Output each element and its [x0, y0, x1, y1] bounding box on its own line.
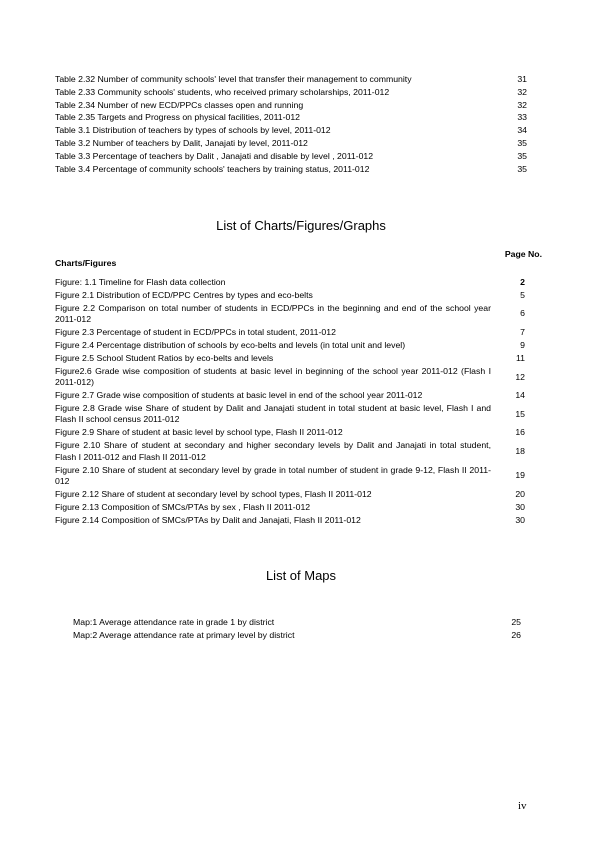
entry-label: Figure 2.12 Share of student at secondary level by school types, Flash II 2011-012 — [55, 488, 372, 499]
figure-entry — [55, 488, 542, 501]
entry-page: 25 — [511, 617, 521, 627]
figures-list — [55, 276, 542, 527]
entry-page: 32 — [517, 86, 527, 97]
table-entry — [55, 86, 527, 99]
entry-label: Figure 2.5 School Student Ratios by eco-belts and levels — [55, 353, 274, 364]
entry-page: 35 — [517, 163, 527, 174]
map-entry — [73, 616, 521, 629]
maps-heading: List of Maps — [265, 568, 337, 583]
figure-entry — [55, 352, 542, 365]
entry-label: Table 2.32 Number of community schools' level that transfer their management to community — [55, 74, 412, 84]
entry-page: 14 — [515, 390, 525, 401]
entry-page: 30 — [515, 514, 525, 525]
entry-label: Table 3.4 Percentage of community schools' teachers by training status, 2011-012 — [55, 163, 370, 174]
entry-label: Figure 2.3 Percentage of student in ECD/PPCs in total student, 2011-012 — [55, 327, 336, 338]
figure-entry — [55, 439, 542, 463]
entry-label: Table 3.1 Distribution of teachers by types of schools by level, 2011-012 — [55, 125, 331, 136]
entry-page: 9 — [520, 340, 525, 351]
entry-page: 18 — [515, 445, 525, 456]
figure-entry — [55, 326, 542, 339]
entry-label: Table 2.35 Targets and Progress on physical facilities, 2011-012 — [55, 112, 301, 123]
page-number: iv — [518, 800, 527, 812]
entry-page: 30 — [515, 501, 525, 512]
figure-entry — [55, 402, 542, 426]
entry-label: Map:2 Average attendance rate at primary level by district — [73, 629, 295, 640]
table-entry — [55, 150, 527, 163]
entry-label: Figure 2.2 Comparison on total number of students in ECD/PPCs in the beginning and end of the school year 2011-012 — [55, 302, 491, 325]
entry-page: 6 — [520, 308, 525, 319]
entry-label: Table 3.2 Number of teachers by Dalit, Janajati by level, 2011-012 — [55, 137, 308, 148]
entry-label: Figure 2.7 Grade wise composition of students at basic level in end of the school year 2011-012 — [55, 390, 423, 401]
entry-page: 20 — [515, 488, 525, 499]
charts-column-header: Charts/Figures — [55, 258, 117, 268]
entry-page: 11 — [515, 353, 525, 364]
entry-page: 32 — [517, 99, 527, 110]
table-entry — [55, 163, 527, 176]
entry-page: 16 — [515, 427, 525, 438]
entry-page: 35 — [517, 137, 527, 148]
figure-entry — [55, 464, 542, 488]
figure-entry — [55, 276, 542, 289]
entry-page: 5 — [520, 289, 525, 300]
entry-label: Table 3.3 Percentage of teachers by Dalit , Janajati and disable by level , 2011-012 — [55, 150, 374, 161]
figure-entry — [55, 365, 542, 389]
figure-entry — [55, 426, 542, 439]
entry-page: 15 — [515, 408, 525, 419]
entry-page: 33 — [517, 112, 527, 123]
entry-page: 35 — [517, 150, 527, 161]
entry-label: Figure 2.14 Composition of SMCs/PTAs by Dalit and Janajati, Flash II 2011-012 — [55, 514, 361, 525]
figure-entry — [55, 514, 542, 527]
entry-label: Figure 2.13 Composition of SMCs/PTAs by sex , Flash II 2011-012 — [55, 501, 311, 512]
entry-label: Figure 2.10 Share of student at secondary and higher secondary levels by Dalit and Janajati in total student, Flash I 2011-012 and Flash II 2011-012 — [55, 440, 491, 462]
figure-entry — [55, 501, 542, 514]
charts-heading: List of Charts/Figures/Graphs — [216, 218, 386, 233]
entry-label: Figure2.6 Grade wise composition of students at basic level in beginning of the school year 2011-012 (Flash I 2011-012) — [55, 366, 491, 388]
entry-label: Figure 2.10 Share of student at secondary level by grade in total number of student in grade 9-12, Flash II 2011-012 — [55, 464, 491, 486]
table-entry — [55, 73, 527, 86]
entry-label: Figure 2.9 Share of student at basic level by school type, Flash II 2011-012 — [55, 427, 343, 438]
tables-list — [55, 73, 527, 175]
entry-page: 26 — [511, 629, 521, 640]
entry-page: 7 — [520, 327, 525, 338]
entry-label: Figure 2.4 Percentage distribution of schools by eco-belts and levels (in total unit and level) — [55, 340, 406, 351]
table-entry — [55, 124, 527, 137]
table-entry — [55, 137, 527, 150]
map-entry — [73, 629, 521, 642]
page-no-column-header: Page No. — [504, 249, 542, 259]
entry-label: Figure 2.8 Grade wise Share of student by Dalit and Janajati student in total student at basic level, Flash I and Flash II school census 2011-012 — [55, 403, 491, 425]
figure-entry — [55, 302, 542, 326]
figure-entry — [55, 339, 542, 352]
entry-label: Map:1 Average attendance rate in grade 1 by district — [73, 617, 275, 627]
entry-label: Figure: 1.1 Timeline for Flash data collection — [55, 276, 226, 287]
entry-label: Figure 2.1 Distribution of ECD/PPC Centres by types and eco-belts — [55, 289, 313, 300]
table-entry — [55, 111, 527, 124]
entry-label: Table 2.34 Number of new ECD/PPCs classes open and running — [55, 99, 304, 110]
figure-entry — [55, 289, 542, 302]
entry-label: Table 2.33 Community schools' students, who received primary scholarships, 2011-012 — [55, 86, 390, 97]
entry-page: 31 — [517, 74, 527, 84]
entry-page: 34 — [517, 125, 527, 136]
maps-list — [73, 616, 521, 641]
entry-page: 12 — [515, 371, 525, 382]
entry-page: 2 — [520, 276, 525, 287]
entry-page: 19 — [515, 470, 525, 481]
table-entry — [55, 99, 527, 112]
figure-entry — [55, 389, 542, 402]
